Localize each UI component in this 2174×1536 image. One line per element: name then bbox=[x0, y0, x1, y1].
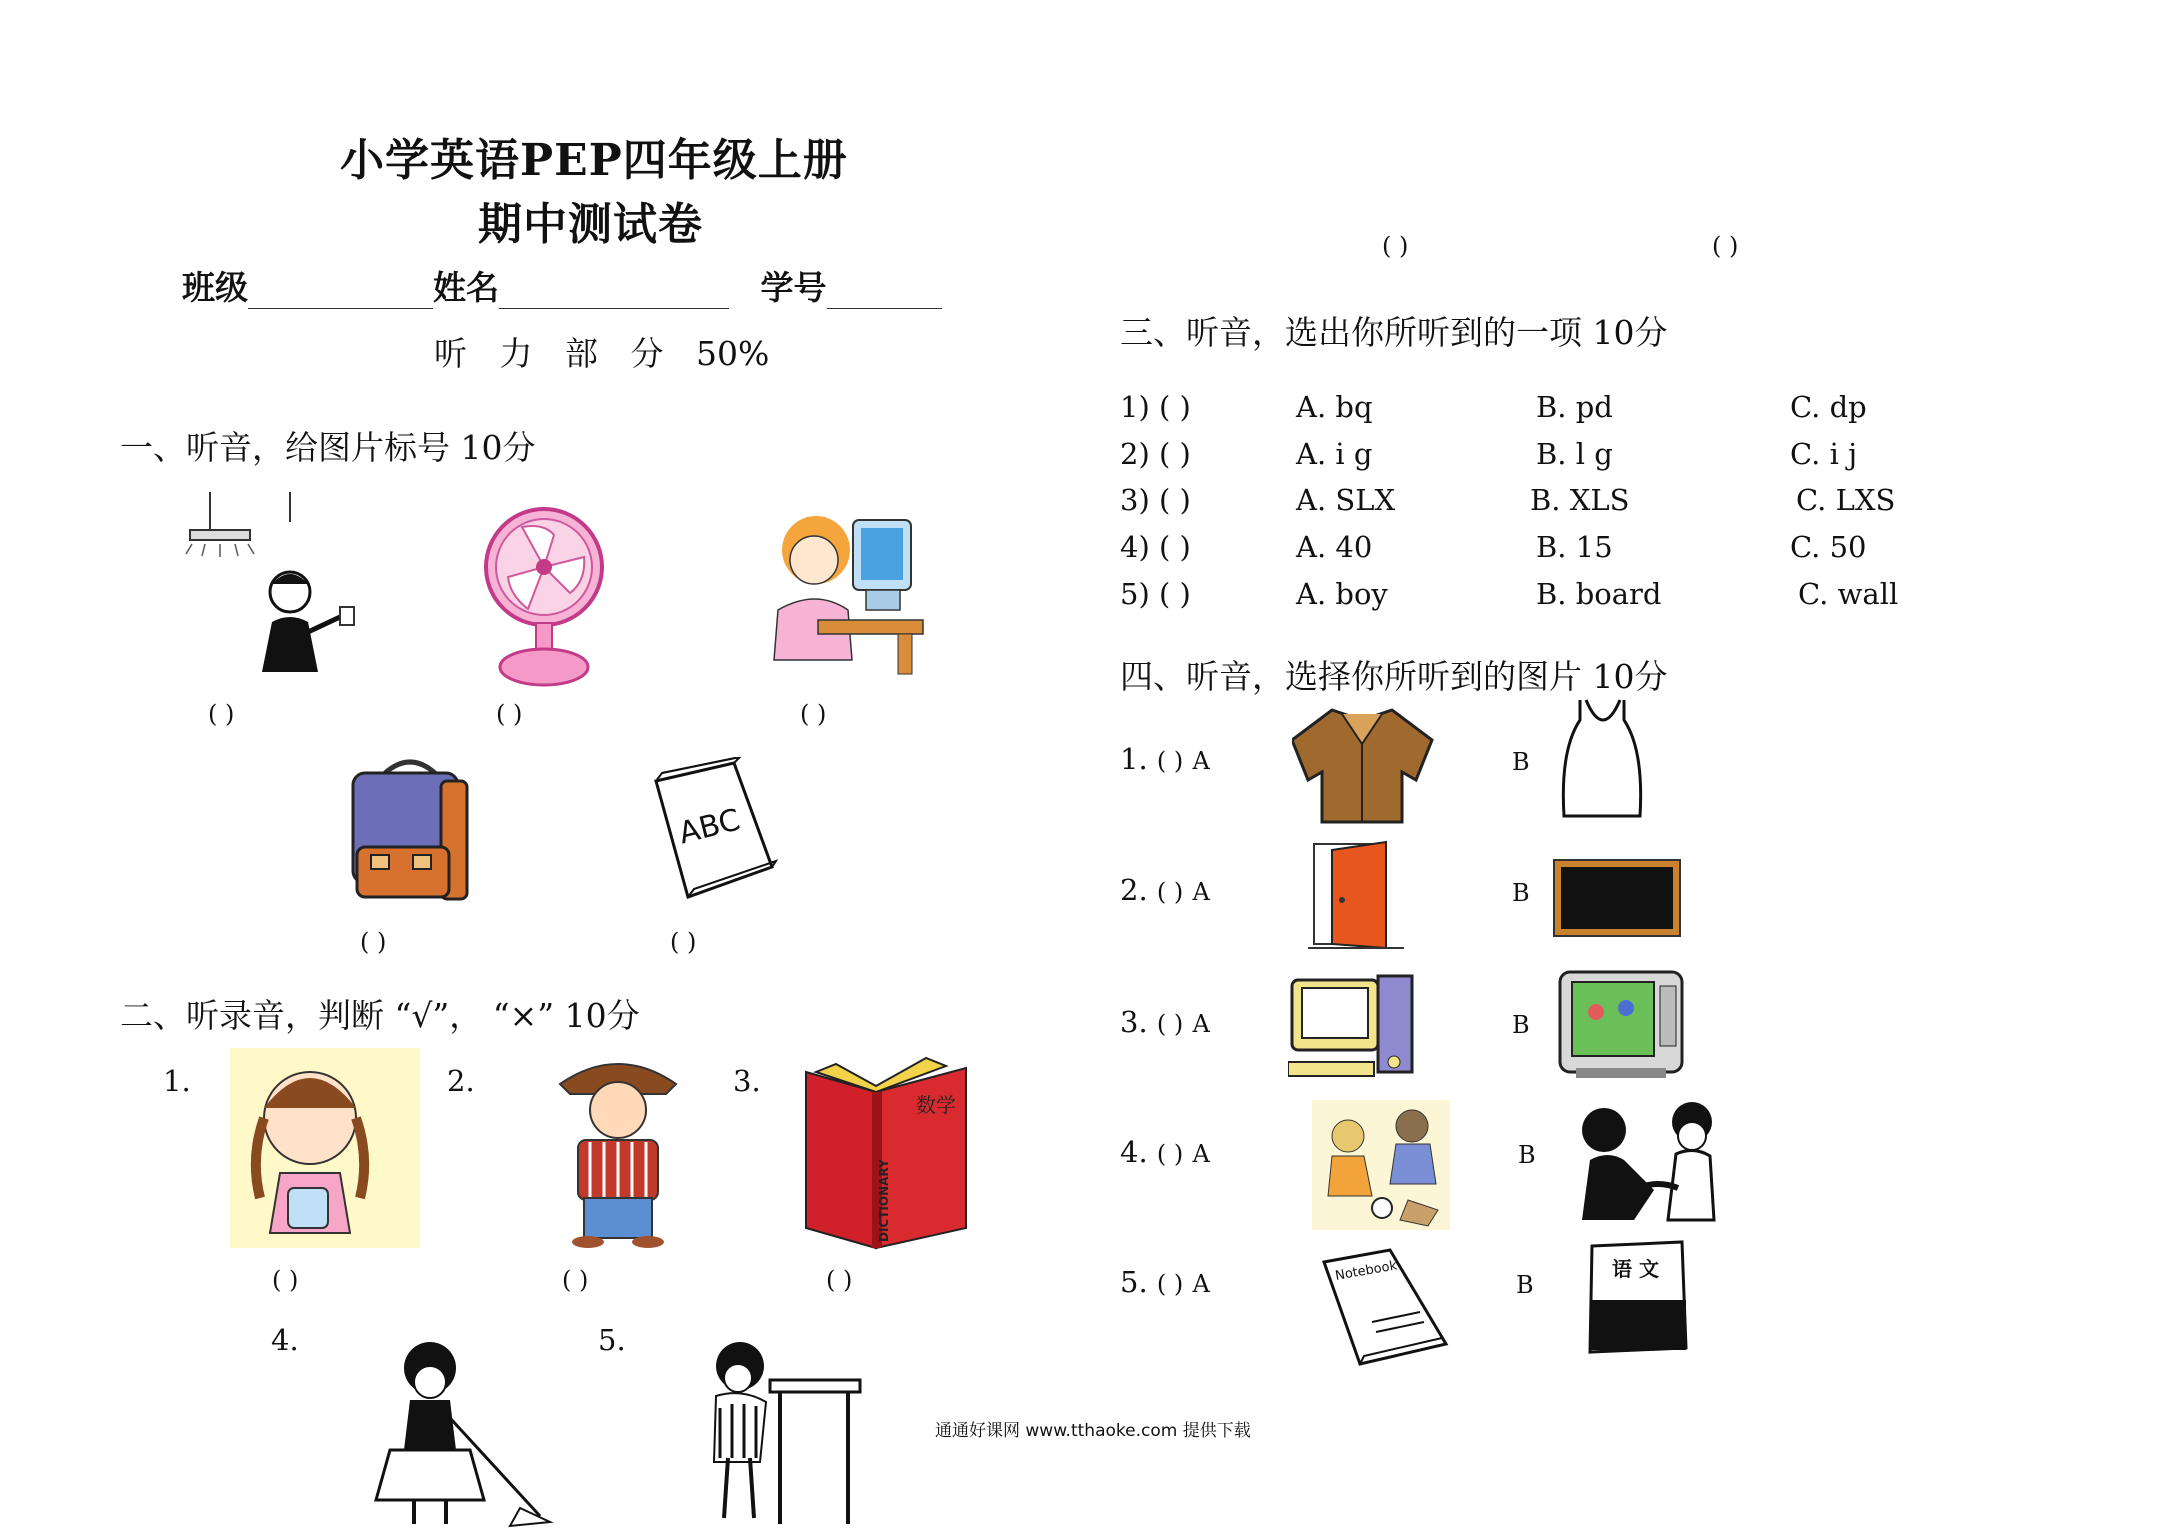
item-number: 5. bbox=[598, 1323, 626, 1357]
footer-source: 通通好课网 www.tthaoke.com 提供下载 bbox=[935, 1421, 1251, 1441]
row-number: 2. bbox=[1120, 873, 1148, 907]
option-b[interactable]: B. board bbox=[1536, 577, 1662, 611]
answer-paren[interactable]: ( ) bbox=[1382, 232, 1409, 260]
answer-paren[interactable]: ( ) bbox=[1712, 232, 1739, 260]
choice-row bbox=[1120, 437, 1191, 471]
notebook-icon[interactable] bbox=[1320, 1248, 1450, 1366]
answer-paren[interactable]: ( ) bbox=[1158, 390, 1191, 424]
blackboard-icon[interactable] bbox=[1552, 858, 1682, 940]
computer-icon[interactable] bbox=[1288, 972, 1424, 1086]
book-cover-text: 数学 bbox=[916, 1093, 956, 1117]
answer-paren[interactable]: ( ) bbox=[826, 1266, 853, 1294]
page-subtitle: 期中测试卷 bbox=[478, 199, 703, 250]
boy-striped-shirt-icon bbox=[548, 1050, 688, 1250]
jacket-icon[interactable] bbox=[1292, 700, 1438, 828]
option-b[interactable]: B. 15 bbox=[1536, 530, 1613, 564]
choice-row bbox=[1120, 530, 1191, 564]
answer-paren[interactable]: ( ) bbox=[1158, 483, 1191, 517]
abc-book-label: ABC bbox=[675, 802, 744, 852]
door-icon[interactable] bbox=[1308, 840, 1408, 952]
page-title: 小学英语PEP四年级上册 bbox=[340, 135, 848, 186]
class-field[interactable] bbox=[182, 262, 942, 309]
abc-book-icon bbox=[648, 757, 778, 902]
option-a[interactable]: A. 40 bbox=[1296, 530, 1373, 564]
kids-playing-icon[interactable] bbox=[1312, 1100, 1450, 1230]
option-a-label: A bbox=[1192, 1270, 1210, 1298]
answer-paren[interactable]: ( ) bbox=[1158, 577, 1191, 611]
choice-row bbox=[1120, 742, 1210, 776]
answer-paren[interactable]: ( ) bbox=[1156, 747, 1184, 775]
row-number: 5) bbox=[1120, 577, 1150, 611]
row-number: 3. bbox=[1120, 1005, 1148, 1039]
section2-heading: 二、听录音，判断 “√”， “×” 10分 bbox=[120, 996, 640, 1035]
row-number: 4) bbox=[1120, 530, 1150, 564]
item-number: 2. bbox=[447, 1064, 475, 1098]
number-blank[interactable] bbox=[827, 278, 942, 309]
girl-cleaning-desk-icon bbox=[680, 1338, 880, 1528]
choice-row bbox=[1120, 1005, 1210, 1039]
choice-row bbox=[1120, 873, 1210, 907]
section1-heading: 一、听音，给图片标号 10分 bbox=[120, 428, 536, 467]
listening-part-label: 听 力 部 分 50% bbox=[434, 334, 770, 373]
answer-paren[interactable]: ( ) bbox=[562, 1266, 589, 1294]
option-a-label: A bbox=[1192, 878, 1210, 906]
answer-paren[interactable]: ( ) bbox=[1156, 1010, 1184, 1038]
option-a-label: A bbox=[1192, 1010, 1210, 1038]
tv-icon[interactable] bbox=[1556, 968, 1686, 1082]
pink-fan-icon bbox=[482, 505, 612, 690]
option-b-label: B bbox=[1512, 879, 1530, 907]
answer-paren[interactable]: ( ) bbox=[208, 700, 235, 728]
girl-with-cup-icon bbox=[230, 1048, 420, 1248]
row-number: 3) bbox=[1120, 483, 1150, 517]
row-number: 1) bbox=[1120, 390, 1150, 424]
option-b[interactable]: B. l g bbox=[1536, 437, 1613, 471]
option-a-label: A bbox=[1192, 1140, 1210, 1168]
option-a[interactable]: A. i g bbox=[1296, 437, 1373, 471]
answer-paren[interactable]: ( ) bbox=[360, 928, 387, 956]
answer-paren[interactable]: ( ) bbox=[1156, 878, 1184, 906]
choice-row bbox=[1120, 1265, 1210, 1299]
choice-row bbox=[1120, 390, 1191, 424]
option-a[interactable]: A. boy bbox=[1296, 577, 1388, 611]
girl-at-computer-icon bbox=[758, 490, 928, 680]
section4-heading: 四、听音，选择你所听到的图片 10分 bbox=[1120, 657, 1668, 696]
option-b[interactable]: B. XLS bbox=[1530, 483, 1630, 517]
option-a[interactable]: A. bq bbox=[1296, 390, 1373, 424]
girl-sweeping-icon bbox=[360, 1338, 560, 1528]
answer-paren[interactable]: ( ) bbox=[1156, 1140, 1184, 1168]
option-c[interactable]: C. i j bbox=[1790, 437, 1858, 471]
answer-paren[interactable]: ( ) bbox=[272, 1266, 299, 1294]
row-number: 4. bbox=[1120, 1135, 1148, 1169]
answer-paren[interactable]: ( ) bbox=[670, 928, 697, 956]
answer-paren[interactable]: ( ) bbox=[1158, 530, 1191, 564]
class-label: 班级 bbox=[182, 268, 248, 307]
handshake-icon[interactable] bbox=[1568, 1100, 1728, 1226]
option-c[interactable]: C. LXS bbox=[1796, 483, 1896, 517]
answer-paren[interactable]: ( ) bbox=[1158, 437, 1191, 471]
option-c[interactable]: C. dp bbox=[1790, 390, 1867, 424]
choice-row bbox=[1120, 577, 1191, 611]
number-label: 学号 bbox=[760, 268, 827, 307]
answer-paren[interactable]: ( ) bbox=[496, 700, 523, 728]
item-number: 3. bbox=[733, 1064, 761, 1098]
row-number: 1. bbox=[1120, 742, 1148, 776]
row-number: 2) bbox=[1120, 437, 1150, 471]
option-b[interactable]: B. pd bbox=[1536, 390, 1613, 424]
schoolbag-icon bbox=[345, 755, 475, 905]
section3-heading: 三、听音，选出你所听到的一项 10分 bbox=[1120, 313, 1668, 352]
option-b-label: B bbox=[1512, 1011, 1530, 1039]
option-b-label: B bbox=[1512, 748, 1530, 776]
row-number: 5. bbox=[1120, 1265, 1148, 1299]
answer-paren[interactable]: ( ) bbox=[1156, 1270, 1184, 1298]
vest-icon[interactable] bbox=[1556, 696, 1650, 824]
item-number: 1. bbox=[163, 1064, 191, 1098]
option-c[interactable]: C. 50 bbox=[1790, 530, 1867, 564]
choice-row bbox=[1120, 1135, 1210, 1169]
choice-row bbox=[1120, 483, 1191, 517]
option-a[interactable]: A. SLX bbox=[1296, 483, 1396, 517]
name-label: 姓名 bbox=[433, 268, 499, 307]
name-blank[interactable] bbox=[499, 278, 729, 309]
option-b-label: B bbox=[1518, 1141, 1536, 1169]
book-spine-text: DICTIONARY bbox=[877, 1159, 891, 1242]
boy-switching-light-icon bbox=[180, 492, 360, 682]
notebook-label: Notebook bbox=[1334, 1258, 1399, 1284]
chinese-book-icon[interactable] bbox=[1582, 1240, 1694, 1356]
book-title: 语 文 bbox=[1612, 1257, 1659, 1281]
item-number: 4. bbox=[271, 1323, 299, 1357]
option-b-label: B bbox=[1516, 1271, 1534, 1299]
option-c[interactable]: C. wall bbox=[1798, 577, 1899, 611]
answer-paren[interactable]: ( ) bbox=[800, 700, 827, 728]
option-a-label: A bbox=[1192, 747, 1210, 775]
class-blank[interactable] bbox=[248, 278, 433, 309]
dictionary-book-icon bbox=[796, 1052, 976, 1252]
